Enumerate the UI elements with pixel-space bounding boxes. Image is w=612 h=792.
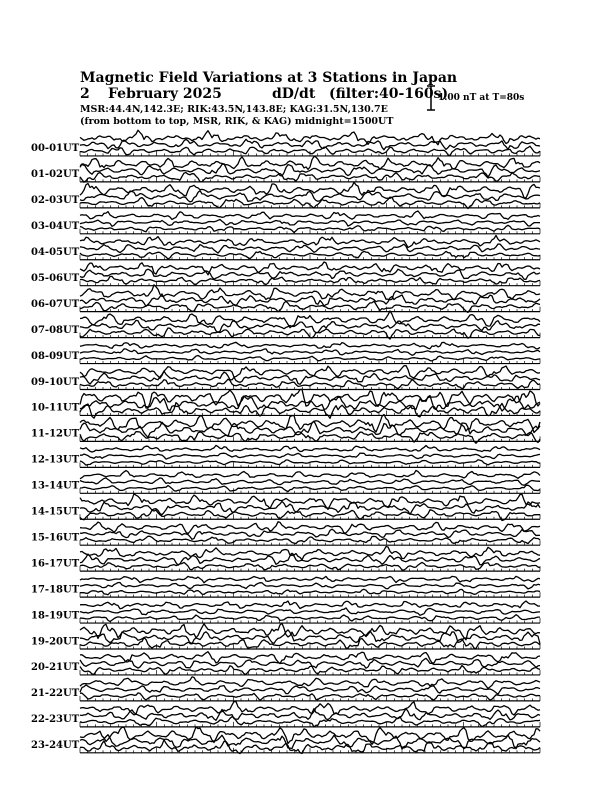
row-label: 15-16UT (31, 532, 80, 544)
magnetogram-rows (31, 130, 540, 753)
row-08-09UT (31, 342, 540, 363)
row-18-19UT (31, 601, 540, 623)
row-01-02UT (31, 156, 540, 182)
trace-rik (80, 371, 540, 384)
row-label: 00-01UT (31, 143, 80, 155)
row-label: 04-05UT (31, 247, 80, 259)
row-label: 11-12UT (31, 428, 80, 440)
trace-kag (80, 262, 540, 275)
row-label: 07-08UT (31, 324, 80, 336)
row-06-07UT (31, 285, 540, 313)
row-11-12UT (31, 414, 540, 443)
trace-rik (80, 244, 540, 253)
row-19-20UT (31, 623, 540, 649)
trace-kag (80, 366, 540, 379)
row-label: 22-23UT (31, 714, 80, 726)
row-16-17UT (31, 547, 540, 572)
trace-kag (80, 156, 540, 169)
trace-kag (80, 342, 540, 349)
row-10-11UT (31, 389, 540, 418)
row-label: 14-15UT (31, 506, 80, 518)
trace-rik (80, 453, 540, 459)
date-month-year: February 2025 (108, 86, 222, 102)
scale-bar (427, 86, 435, 110)
row-label: 18-19UT (31, 610, 80, 622)
trace-rik (80, 191, 540, 202)
row-05-06UT (31, 262, 540, 286)
row-label: 19-20UT (31, 636, 80, 648)
trace-rik (80, 583, 540, 589)
trace-kag (80, 652, 540, 664)
row-22-23UT (31, 702, 540, 727)
trace-rik (80, 478, 540, 485)
row-label: 21-22UT (31, 688, 80, 700)
trace-kag (80, 677, 540, 689)
row-label: 13-14UT (31, 480, 80, 492)
trace-rik (80, 685, 540, 694)
row-12-13UT (31, 445, 540, 467)
row-17-18UT (31, 576, 540, 597)
row-label: 02-03UT (31, 195, 80, 207)
trace-kag (80, 522, 540, 534)
station-order-note: (from bottom to top, MSR, RIK, & KAG) midnight=1500UT (80, 116, 394, 127)
row-label: 20-21UT (31, 662, 80, 674)
row-02-03UT (31, 182, 540, 208)
trace-rik (80, 554, 540, 565)
row-21-22UT (31, 677, 540, 701)
row-14-15UT (31, 494, 540, 521)
trace-kag (80, 235, 540, 247)
row-label: 03-04UT (31, 221, 80, 233)
row-23-24UT (31, 727, 540, 754)
row-label: 06-07UT (31, 298, 80, 310)
trace-kag (80, 211, 540, 219)
row-label: 09-10UT (31, 376, 80, 388)
chart-title: Magnetic Field Variations at 3 Stations in Japan (80, 70, 458, 86)
row-label: 05-06UT (31, 272, 80, 284)
trace-kag (80, 702, 540, 715)
scale-bar-label: 1.00 nT at T=80s (438, 93, 525, 103)
row-04-05UT (31, 235, 540, 259)
trace-kag (80, 727, 540, 744)
row-label: 23-24UT (31, 740, 80, 752)
trace-kag (80, 576, 540, 583)
row-label: 16-17UT (31, 558, 80, 570)
row-label: 12-13UT (31, 454, 80, 466)
trace-kag (80, 445, 540, 452)
stations-label: MSR:44.4N,142.3E; RIK:43.5N,143.8E; KAG:31.5N,130.7E (80, 104, 388, 115)
row-label: 17-18UT (31, 584, 80, 596)
row-label: 10-11UT (31, 402, 80, 414)
date-day: 2 (80, 86, 90, 102)
trace-kag (80, 470, 540, 478)
row-label: 08-09UT (31, 350, 80, 362)
trace-kag (80, 601, 540, 609)
row-00-01UT (31, 130, 540, 156)
row-09-10UT (31, 366, 540, 390)
row-label: 01-02UT (31, 169, 80, 181)
trace-rik (80, 139, 540, 150)
row-07-08UT (31, 311, 540, 339)
filter-label: (filter:40-160s) (329, 86, 449, 102)
row-03-04UT (31, 211, 540, 234)
row-15-16UT (31, 522, 540, 545)
trace-rik (80, 349, 540, 355)
trace-rik (80, 269, 540, 279)
row-13-14UT (31, 470, 540, 493)
trace-rik (80, 608, 540, 615)
trace-rik (80, 709, 540, 721)
trace-rik (80, 294, 540, 306)
row-20-21UT (31, 652, 540, 675)
trace-rik (80, 220, 540, 227)
quantity-label: dD/dt (272, 86, 316, 102)
trace-kag (80, 285, 540, 300)
